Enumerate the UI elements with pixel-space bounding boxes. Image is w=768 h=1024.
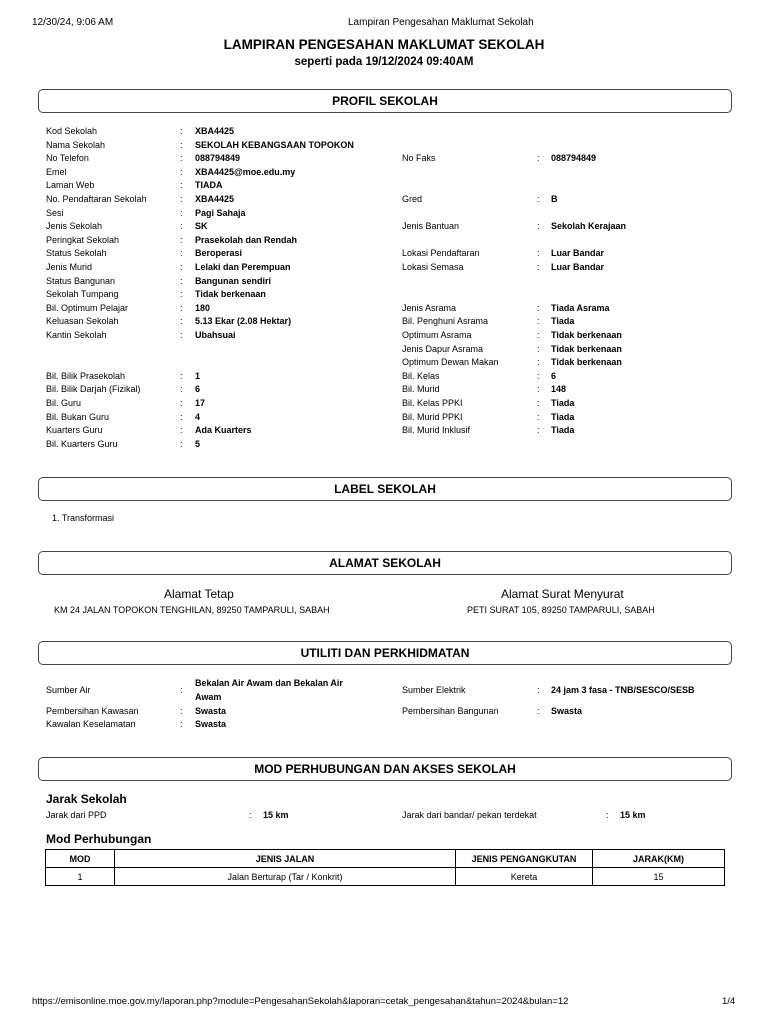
field-value: 6: [195, 384, 201, 395]
label-item: 1. Transformasi: [52, 513, 115, 523]
field-value: Tiada: [551, 411, 575, 422]
colon: :: [180, 438, 183, 449]
section-title: MOD PERHUBUNGAN DAN AKSES SEKOLAH: [254, 762, 516, 776]
colon: :: [180, 139, 183, 150]
colon: :: [537, 302, 540, 313]
colon: :: [180, 248, 183, 259]
field-value: 17: [195, 398, 206, 408]
sumber-air-value-cont: Awam: [195, 692, 222, 702]
section-profil-sekolah: [38, 89, 732, 113]
alamat-surat-label: Alamat Surat Menyurat: [501, 587, 624, 601]
colon: :: [537, 685, 540, 695]
field-value: 1: [195, 370, 201, 381]
field-label: Sesi: [46, 207, 64, 218]
field-label: Optimum Dewan Makan: [402, 357, 499, 368]
section-alamat-sekolah: [38, 551, 732, 575]
colon: :: [537, 153, 540, 164]
alamat-tetap-value: KM 24 JALAN TOPOKON TENGHILAN, 89250 TAMPARULI, SABAH: [54, 605, 330, 615]
field-label: Bil. Penghuni Asrama: [402, 316, 489, 327]
field-value: SK: [195, 221, 208, 232]
section-title: LABEL SEKOLAH: [334, 482, 436, 496]
table-row: [46, 868, 725, 886]
section-title: UTILITI DAN PERKHIDMATAN: [300, 646, 470, 660]
field-label: Kod Sekolah: [46, 126, 98, 136]
field-value: Ada Kuarters: [195, 425, 252, 436]
kawalan-keselamatan-value: Swasta: [195, 719, 227, 729]
th-jenis-pengangkutan: JENIS PENGANGKUTAN: [456, 850, 593, 868]
field-label: Keluasan Sekolah: [46, 316, 119, 327]
field-label: Bil. Bilik Prasekolah: [46, 370, 126, 381]
colon: :: [180, 316, 183, 327]
jarak-ppd-value: 15 km: [263, 810, 289, 820]
colon: :: [180, 370, 183, 381]
field-value: XBA4425: [195, 126, 235, 136]
field-value: Tiada: [551, 316, 575, 327]
field-label: Gred: [402, 194, 423, 204]
sumber-air-value: Bekalan Air Awam dan Bekalan Air: [195, 678, 343, 688]
field-value: Pagi Sahaja: [195, 207, 246, 218]
field-label: Emel: [46, 166, 67, 177]
jarak-bandar-label: Jarak dari bandar/ pekan terdekat: [402, 810, 537, 820]
colon: :: [180, 234, 183, 245]
field-label: Jenis Bantuan: [402, 221, 460, 232]
field-value: Tiada: [551, 425, 575, 436]
field-label: Kantin Sekolah: [46, 330, 107, 340]
footer-url: https://emisonline.moe.gov.my/laporan.php?module=PengesahanSekolah&laporan=cetak_pengesahan&tahun=2024&bulan=12: [32, 996, 569, 1007]
colon: :: [537, 411, 540, 422]
field-label: Bil. Kelas PPKI: [402, 398, 463, 408]
pembersihan-bangunan-value: Swasta: [551, 706, 583, 716]
colon: :: [180, 153, 183, 164]
sumber-elektrik-value: 24 jam 3 fasa - TNB/SESCO/SESB: [551, 685, 695, 695]
field-label: Status Sekolah: [46, 248, 107, 259]
colon: :: [180, 384, 183, 395]
field-label: No Telefon: [46, 153, 89, 164]
section-label-sekolah: [38, 477, 732, 501]
field-label: Peringkat Sekolah: [46, 234, 120, 245]
field-value: XBA4425@moe.edu.my: [195, 166, 296, 177]
pembersihan-kawasan-value: Swasta: [195, 706, 227, 716]
sumber-elektrik-label: Sumber Elektrik: [402, 685, 466, 695]
field-label: Jenis Asrama: [402, 302, 457, 313]
field-value: 5: [195, 438, 201, 449]
colon: :: [537, 384, 540, 395]
colon: :: [537, 316, 540, 327]
colon: :: [537, 357, 540, 368]
field-value: Tidak berkenaan: [195, 289, 266, 300]
cell-jenis-jalan: Jalan Berturap (Tar / Konkrit): [115, 868, 456, 886]
print-datetime: 12/30/24, 9:06 AM: [32, 17, 114, 28]
colon: :: [606, 810, 609, 820]
mod-table: [45, 849, 725, 886]
colon: :: [180, 207, 183, 218]
colon: :: [180, 126, 183, 136]
field-label: Lokasi Semasa: [402, 262, 464, 272]
mod-heading: Mod Perhubungan: [46, 832, 152, 846]
field-label: Kuarters Guru: [46, 425, 103, 436]
colon: :: [180, 398, 183, 408]
th-jarak: JARAK(KM): [593, 850, 725, 868]
field-value: Tiada: [551, 398, 575, 408]
colon: :: [180, 275, 183, 286]
colon: :: [249, 810, 252, 820]
field-value: 6: [551, 370, 557, 381]
table-header-row: [46, 850, 725, 868]
field-label: Bil. Guru: [46, 398, 82, 408]
cell-jarak: 15: [593, 868, 725, 886]
section-title: PROFIL SEKOLAH: [332, 94, 438, 108]
jarak-bandar-value: 15 km: [620, 810, 646, 820]
field-label: Jenis Sekolah: [46, 221, 103, 232]
colon: :: [537, 330, 540, 340]
field-value: B: [551, 194, 558, 204]
field-label: Bil. Murid Inklusif: [402, 425, 471, 436]
field-value: Prasekolah dan Rendah: [195, 234, 298, 245]
pembersihan-bangunan-label: Pembersihan Bangunan: [402, 706, 499, 716]
alamat-surat-value: PETI SURAT 105, 89250 TAMPARULI, SABAH: [467, 605, 655, 615]
section-title: ALAMAT SEKOLAH: [329, 556, 441, 570]
colon: :: [180, 180, 183, 191]
colon: :: [537, 248, 540, 259]
field-value: Beroperasi: [195, 248, 243, 259]
field-value: 088794849: [195, 153, 241, 164]
field-label: Lokasi Pendaftaran: [402, 248, 480, 259]
field-label: Jenis Murid: [46, 262, 93, 272]
field-label: No Faks: [402, 153, 436, 164]
field-value: 088794849: [551, 153, 597, 164]
field-value: 4: [195, 411, 201, 422]
section-utiliti: [38, 641, 732, 665]
th-mod: MOD: [46, 850, 115, 868]
field-value: TIADA: [195, 180, 223, 191]
field-label: Nama Sekolah: [46, 139, 106, 150]
colon: :: [537, 425, 540, 436]
field-value: Luar Bandar: [551, 262, 605, 272]
cell-jenis-pengangkutan: Kereta: [456, 868, 593, 886]
cell-mod: 1: [46, 868, 115, 886]
field-label: Jenis Dapur Asrama: [402, 343, 484, 354]
field-value: Tidak berkenaan: [551, 330, 622, 340]
field-value: Sekolah Kerajaan: [551, 221, 627, 232]
colon: :: [537, 194, 540, 204]
field-value: Tiada Asrama: [551, 302, 610, 313]
field-value: Ubahsuai: [195, 330, 236, 340]
colon: :: [180, 262, 183, 272]
field-label: Bil. Murid PPKI: [402, 411, 463, 422]
colon: :: [180, 194, 183, 204]
colon: :: [180, 685, 183, 695]
alamat-tetap-label: Alamat Tetap: [164, 587, 234, 601]
field-label: Sekolah Tumpang: [46, 289, 119, 300]
jarak-heading: Jarak Sekolah: [46, 792, 127, 806]
page-title: LAMPIRAN PENGESAHAN MAKLUMAT SEKOLAH: [223, 37, 545, 52]
field-label: Bil. Bilik Darjah (Fizikal): [46, 384, 141, 395]
section-mod-perhubungan: [38, 757, 732, 781]
field-value: Tidak berkenaan: [551, 357, 622, 368]
colon: :: [180, 719, 183, 729]
colon: :: [537, 370, 540, 381]
field-label: Status Bangunan: [46, 275, 116, 286]
field-value: 5.13 Ekar (2.08 Hektar): [195, 316, 292, 327]
field-label: Laman Web: [46, 180, 95, 191]
colon: :: [537, 398, 540, 408]
jarak-ppd-label: Jarak dari PPD: [46, 810, 107, 820]
colon: :: [537, 343, 540, 354]
field-value: Bangunan sendiri: [195, 275, 272, 286]
field-value: Lelaki dan Perempuan: [195, 262, 291, 272]
colon: :: [180, 302, 183, 313]
field-value: 148: [551, 384, 567, 395]
print-title: Lampiran Pengesahan Maklumat Sekolah: [348, 17, 534, 28]
th-jenis-jalan: JENIS JALAN: [115, 850, 456, 868]
page-number: 1/4: [722, 996, 736, 1007]
pembersihan-kawasan-label: Pembersihan Kawasan: [46, 706, 139, 716]
field-value: XBA4425: [195, 194, 235, 204]
colon: :: [180, 289, 183, 300]
colon: :: [180, 221, 183, 232]
colon: :: [537, 221, 540, 232]
colon: :: [180, 330, 183, 340]
field-label: Bil. Kuarters Guru: [46, 438, 118, 449]
colon: :: [180, 706, 183, 716]
field-label: Optimum Asrama: [402, 330, 472, 340]
field-value: 180: [195, 302, 211, 313]
field-value: Tidak berkenaan: [551, 343, 622, 354]
kawalan-keselamatan-label: Kawalan Keselamatan: [46, 719, 136, 729]
page-subtitle: seperti pada 19/12/2024 09:40AM: [294, 56, 474, 68]
colon: :: [537, 706, 540, 716]
field-label: Bil. Optimum Pelajar: [46, 302, 129, 313]
field-value: Luar Bandar: [551, 248, 605, 259]
field-label: Bil. Murid: [402, 384, 440, 395]
field-label: Bil. Kelas: [402, 370, 440, 381]
colon: :: [537, 262, 540, 272]
colon: :: [180, 166, 183, 177]
field-value: SEKOLAH KEBANGSAAN TOPOKON: [195, 139, 354, 150]
field-label: No. Pendaftaran Sekolah: [46, 194, 147, 204]
colon: :: [180, 425, 183, 436]
field-label: Bil. Bukan Guru: [46, 411, 110, 422]
colon: :: [180, 411, 183, 422]
sumber-air-label: Sumber Air: [46, 685, 91, 695]
